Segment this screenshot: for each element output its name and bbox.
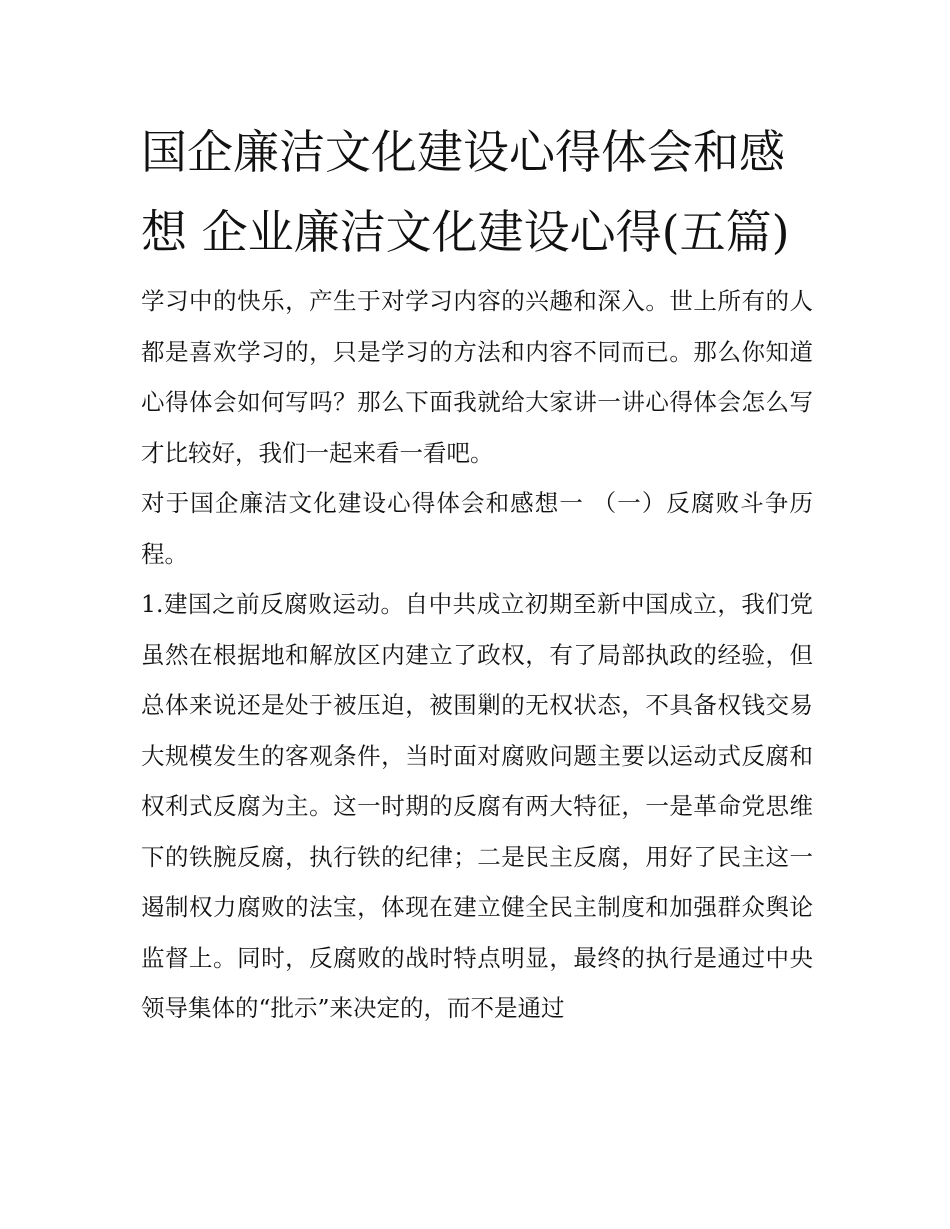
document-body xyxy=(141,276,813,1034)
document-title: 国企廉洁文化建设心得体会和感想 企业廉洁文化建设心得(五篇) xyxy=(141,125,790,259)
paragraph-section-heading: 对于国企廉洁文化建设心得体会和感想一 （一）反腐败斗争历程。 xyxy=(141,489,813,568)
document-content xyxy=(141,112,813,1034)
paragraph-history: 1.建国之前反腐败运动。自中共成立初期至新中国成立，我们党虽然在根据地和解放区内建立了政权，有了局部执政的经验，但总体来说还是处于被压迫，被围剿的无权状态，不具备权钱交易大规模发生的客观条件，当时面对腐败问题主要以运动式反腐和权利式反腐为主。这一时期的反腐有两大特征，一是革命党思维下的铁腕反腐，执行铁的纪律；二是民主反腐，用好了民主这一遏制权力腐败的法宝，体现在建立健全民主制度和加强群众舆论监督上。同时，反腐败的战时特点明显，最终的执行是通过中央领导集体的“批示”来决定的，而不是通过 xyxy=(141,590,813,1022)
paragraph-intro: 学习中的快乐，产生于对学习内容的兴趣和深入。世上所有的人都是喜欢学习的，只是学习的方法和内容不同而已。那么你知道心得体会如何写吗？那么下面我就给大家讲一讲心得体会怎么写才比较好，我们一起来看一看吧。 xyxy=(141,287,813,467)
